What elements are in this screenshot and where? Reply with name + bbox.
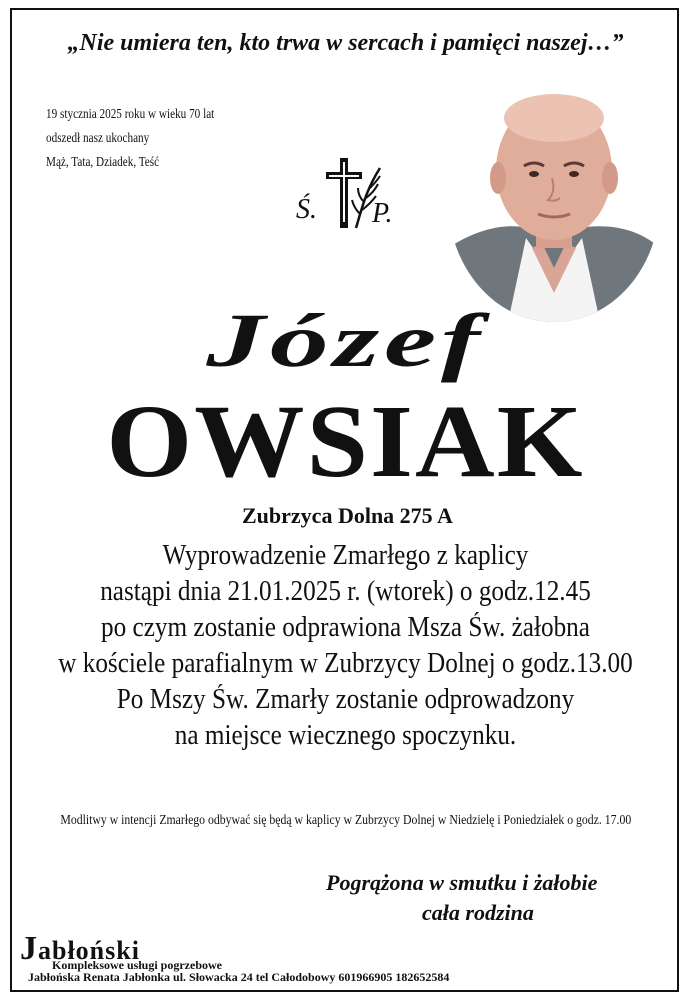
death-intro-line: odszedł nasz ukochany (46, 131, 150, 146)
announcement-line: w kościele parafialnym w Zubrzycy Dolnej o godz.13.00 (58, 648, 633, 679)
prayer-note-text: Modlitwy w intencji Zmarłego odbywać się będą w kaplicy w Zubrzycy Dolnej w Niedzielę i Poniedziałek o godz. 17.00 (60, 813, 631, 828)
funeral-home-name-rest: abłoński (38, 936, 140, 965)
deceased-address: Zubrzyca Dolna 275 A (242, 503, 453, 528)
announcement-line: Wyprowadzenie Zmarłego z kaplicy (162, 540, 529, 571)
deceased-first-name: Józef (206, 299, 485, 383)
funeral-announcement (0, 538, 691, 754)
mourners-line-2: cała rodzina (422, 900, 534, 925)
deceased-photo (448, 78, 660, 322)
announcement-line: nastąpi dnia 21.01.2025 r. (wtorek) o godz.12.45 (100, 576, 591, 607)
funeral-home-footer (20, 930, 450, 984)
funeral-home-initial: J (20, 930, 38, 967)
emblem-left-text: Ś. (296, 194, 317, 225)
announcement-line: na miejsce wiecznego spoczynku. (174, 720, 517, 751)
mourners-line-1: Pogrążona w smutku i żałobie (326, 870, 598, 895)
death-date-line: 19 stycznia 2025 roku w wieku 70 lat (46, 107, 215, 122)
motto-quote: „Nie umiera ten, kto trwa w sercach i pamięci naszej…” (67, 30, 624, 56)
cross-emblem (296, 150, 406, 240)
announcement-line: Po Mszy Św. Zmarły zostanie odprowadzony (116, 684, 575, 715)
deceased-surname: OWSIAK (106, 384, 585, 499)
funeral-home-services: Kompleksowe usługi pogrzebowe (52, 958, 223, 972)
funeral-home-address: Jabłońska Renata Jabłonka ul. Słowacka 24 tel Całodobowy 601966905 182652584 (28, 970, 450, 984)
cross-with-palm-icon (296, 150, 406, 240)
family-roles-line: Mąż, Tata, Dziadek, Teść (46, 155, 160, 170)
announcement-line: po czym zostanie odprawiona Msza Św. żałobna (101, 612, 590, 643)
emblem-right-text: P. (372, 198, 393, 229)
prayer-note (0, 813, 691, 829)
death-info (46, 103, 256, 175)
